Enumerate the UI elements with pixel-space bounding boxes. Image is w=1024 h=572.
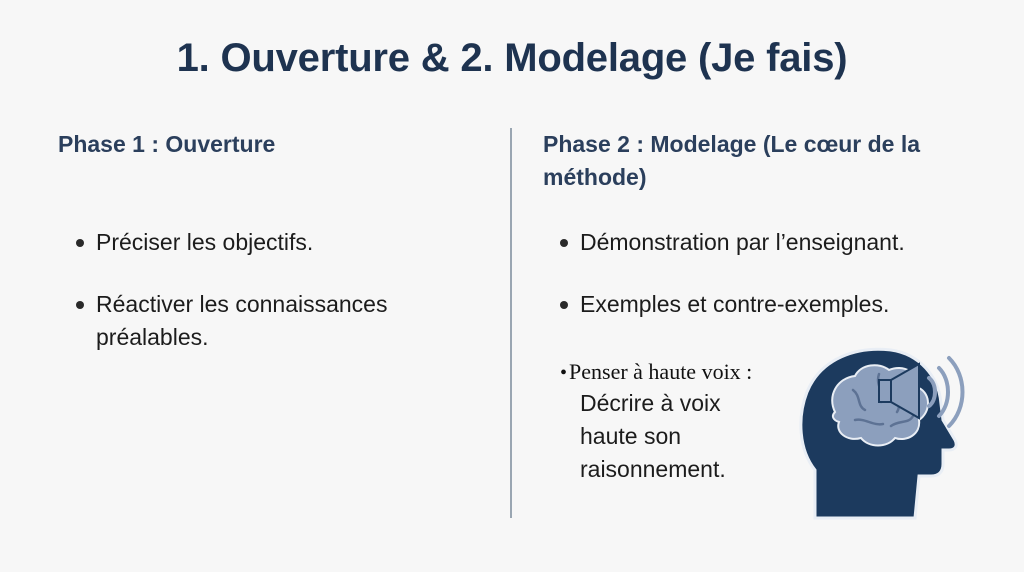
phase1-bullet-2: Réactiver les connaissances préalables. — [74, 288, 474, 354]
think-aloud-label: Penser à haute voix : — [569, 359, 753, 384]
sound-wave-3 — [949, 358, 963, 426]
speaker-box — [879, 380, 891, 402]
phase1-bullet-1: Préciser les objectifs. — [74, 226, 474, 259]
phase2-heading: Phase 2 : Modelage (Le cœur de la méthode) — [543, 131, 921, 190]
column-divider — [510, 128, 512, 518]
think-aloud-block — [560, 358, 820, 486]
phase2-bullet-1: Démonstration par l’enseignant. — [558, 226, 978, 259]
think-aloud-text: Décrire à voix haute son raisonnement. — [580, 390, 726, 482]
slide-title: 1. Ouverture & 2. Modelage (Je fais) — [176, 36, 848, 80]
phase1-heading: Phase 1 : Ouverture — [58, 131, 276, 157]
think-aloud-label-row — [560, 358, 820, 387]
phase2-bullet-2: Exemples et contre-exemples. — [558, 288, 978, 321]
head-brain-speaker-icon — [795, 340, 975, 520]
phase2-bullet-list — [558, 226, 978, 321]
bullet-dot-icon: • — [560, 362, 568, 384]
phase1-bullet-list — [74, 226, 474, 354]
